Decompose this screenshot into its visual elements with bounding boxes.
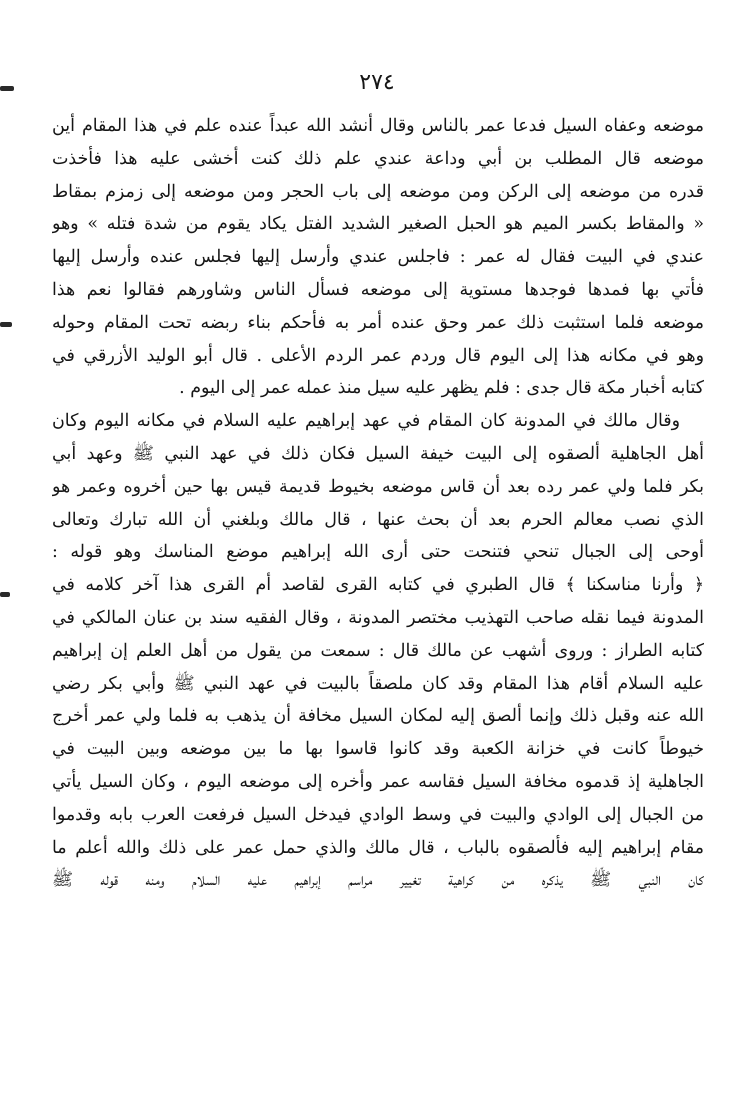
text-line: فأتي بها فمدها فوجدها مستوية إلى موضعه فسأل الناس وشاورهم فقالوا نعم هذا <box>52 279 704 300</box>
text-line: « والمقاط بكسر الميم هو الحبل الصغير الشديد الفتل يكاد يقوم من شدة فتله » وهو <box>52 214 704 235</box>
text-line: الذي نصب معالم الحرم بعد أن بحث عنها ، قال مالك وبلغني أن الله تبارك وتعالى <box>52 509 704 530</box>
text-line: أهل الجاهلية ألصقوه إلى البيت خيفة السيل فكان ذلك في عهد النبي ﷺ وعهد أبي <box>52 443 704 464</box>
text-line: أوحى إلى الجبال تنحي فتنحت حتى أرى الله إبراهيم موضع المناسك وهو قوله : <box>52 542 704 563</box>
text-line: المدونة فيما نقله صاحب التهذيب مختصر المدونة ، وقال الفقيه سند بن عنان المالكي في <box>52 607 704 628</box>
text-line: الجاهلية إذ قدموه مخافة السيل فقاسه عمر وأخره إلى موضعه اليوم ، وكان السيل يأتي <box>52 771 704 792</box>
body-text <box>52 110 704 897</box>
text-line: كتابه الطراز : وروى أشهب عن مالك قال : سمعت من يقول من أهل العلم إن إبراهيم <box>52 640 704 661</box>
text-line: كان النبي ﷺ يذكره من كراهية تغيير مراسم إبراهيم عليه السلام ومنه قوله ﷺ <box>52 870 704 891</box>
text-line: خيوطاً كانت في خزانة الكعبة وقد كانوا قاسوا بها ما بين موضعه وبين البيت في <box>52 739 704 760</box>
text-line: كتابه أخبار مكة قال جدى : فلم يظهر عليه سيل منذ عمله عمر إلى اليوم . <box>179 378 704 399</box>
text-line: عندي في البيت فقال له عمر : فاجلس عندي وأرسل إليها فجلس عنده وأرسل إليها <box>52 247 704 268</box>
text-line: قدره من موضعه إلى الركن ومن موضعه إلى باب الحجر ومن موضعه إلى زمزم بمقاط <box>52 181 704 202</box>
left-edge-mark-3 <box>0 592 10 597</box>
text-line: موضعه وعفاه السيل فدعا عمر بالناس وقال أنشد الله عبداً عنده علم في هذا المقام أين <box>52 116 704 136</box>
text-line: موضعه قال المطلب بن أبي وداعة عندي علم ذلك كنت أخشى عليه هذا فأخذت <box>52 148 704 169</box>
text-line: مقام إبراهيم إليه فألصقوه بالباب ، قال مالك والذي حمل عمر على ذلك والله أعلم ما <box>52 837 704 858</box>
text-line: وقال مالك في المدونة كان المقام في عهد إبراهيم عليه السلام في مكانه اليوم وكان <box>52 411 680 432</box>
text-line: الله عنه وقبل ذلك وإنما ألصق إليه لمكان السيل مخافة أن يذهب به فلما ولي عمر أخرج <box>52 706 704 727</box>
text-line: وهو في مكانه هذا إلى اليوم قال وردم عمر الردم الأعلى . قال أبو الوليد الأزرقي في <box>52 345 704 366</box>
text-line: بكر فلما ولي عمر رده بعد أن قاس موضعه بخيوط قديمة قيس بها حين أخروه وعمر هو <box>52 476 704 497</box>
text-line: ﴿ وأرنا مناسكنا ﴾ قال الطبري في كتابه القرى لقاصد أم القرى هذا آخر كلامه في <box>52 575 704 596</box>
text-line: من الجبال إلى الوادي والبيت في وسط الوادي فيدخل السيل فرفعت العرب بابه وقدموا <box>52 804 704 825</box>
page-number: ٢٧٤ <box>359 70 395 95</box>
left-edge-mark-2 <box>0 322 12 327</box>
text-line: عليه السلام أقام هذا المقام وقد كان ملصقاً بالبيت في عهد النبي ﷺ وأبي بكر رضي <box>52 673 704 694</box>
text-line: موضعه فلما استثبت ذلك عمر وحق عنده أمر به فأحكم بناء ربضه تحت المقام وحوله <box>52 312 704 333</box>
